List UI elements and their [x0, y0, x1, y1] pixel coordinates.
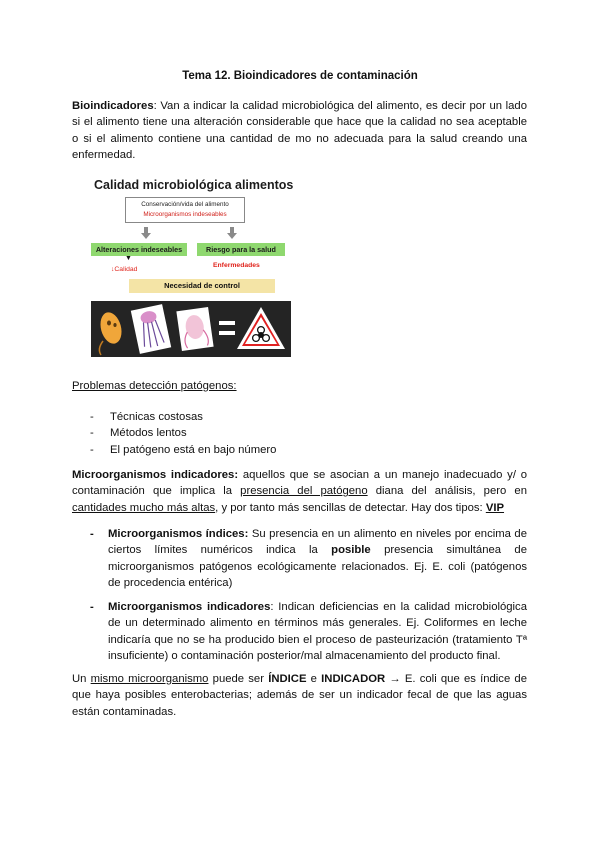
list-item: - Técnicas costosas: [90, 409, 276, 425]
calidad-label: ↓Calidad: [111, 266, 138, 273]
document-title: Tema 12. Bioindicadores de contaminación: [182, 70, 418, 82]
biohazard-icon: [237, 307, 285, 349]
indices-text-2: presencia simultánea de microorganismos patógenos ecológicamente relacionados. Ej. E. coli (patógenos de procedencia entérica): [108, 544, 527, 589]
indicators-underline-2: cantidades mucho más altas: [72, 501, 216, 514]
intro-term: Bioindicadores: [72, 100, 154, 112]
closing-text-3: e: [306, 673, 322, 685]
list-item: - Métodos lentos: [90, 425, 276, 441]
arrow-down-icon: [227, 227, 237, 239]
indice-bold: ÍNDICE: [268, 673, 307, 685]
list-item: - El patógeno está en bajo número: [90, 442, 276, 458]
indices-item: [90, 526, 527, 591]
microbe-images-strip: [91, 301, 291, 357]
vip-label: VIP: [485, 501, 505, 514]
indicators-text-3: , y por tanto más sencillas de detectar. Hay dos tipos:: [215, 501, 486, 514]
box-line-2: Microorganismos indeseables: [143, 211, 227, 218]
closing-underline: mismo microorganismo: [90, 673, 209, 685]
problems-list: [90, 409, 276, 458]
conservation-box: [125, 197, 245, 223]
bacterium-icon: [97, 310, 125, 355]
alteraciones-box: Alteraciones indeseables: [91, 243, 187, 256]
enfermedades-label: Enfermedades: [213, 262, 260, 269]
quality-diagram: [91, 175, 294, 357]
indicators-text-1: aquellos que se asocian a un manejo inadecuado y/ o contaminación que implica la: [72, 469, 528, 498]
necesidad-control-box: Necesidad de control: [129, 279, 275, 293]
indicators-paragraph: [72, 467, 527, 516]
intro-text: : Van a indicar la calidad microbiológica del alimento, es decir por un lado si el alimento tiene una alteración considerable que hace que la calidad no sea aceptable o si el alimento contiene una cantidad de mo no adecuada para la salud creando una enfermedad.: [72, 100, 527, 161]
figure-title: Calidad microbiológica alimentos: [94, 178, 294, 192]
box-line-1: Conservación/vida del alimento: [141, 201, 229, 208]
indicators-text-2: diana del análisis, pero en: [367, 485, 527, 498]
closing-text-2: puede ser: [208, 673, 269, 685]
indices-bold: posible: [331, 544, 371, 557]
dash-bullet: -: [90, 528, 94, 540]
indices-term: Microorganismos índices:: [108, 528, 249, 540]
protozoan-card-icon: [176, 307, 213, 351]
riesgo-box: Riesgo para la salud: [197, 243, 285, 256]
closing-paragraph: [72, 671, 527, 720]
arrow-down-icon: [141, 227, 151, 239]
indicadores-item: [90, 599, 527, 664]
equals-icon: [219, 321, 235, 335]
indicators-underline-1: presencia del patógeno: [240, 485, 368, 498]
indicadores-term: Microorganismos indicadores: [108, 601, 271, 613]
closing-text-1: Un: [72, 673, 91, 685]
problems-heading: Problemas detección patógenos:: [72, 380, 237, 392]
indicador-bold: INDICADOR: [321, 673, 386, 685]
virus-card-icon: [131, 304, 171, 354]
indicators-term: Microorganismos indicadores:: [72, 469, 239, 481]
intro-paragraph: [72, 98, 527, 163]
dash-bullet: -: [90, 601, 94, 613]
microbes-illustration: [91, 301, 291, 357]
indicadores-text: : Indican deficiencias en la calidad microbiológica de un determinado alimento en términos más generales. Ej. Coliformes en leche indicaría que no se ha producido bien el proceso de pasteurización (tratamiento Tª insuficiente) o contaminación posterior/mal almacenamiento del producto final.: [108, 601, 527, 662]
small-down-arrow-icon: ▼: [125, 255, 132, 262]
closing-text-4: → E. coli que es índice de que haya posibles enterobacterias; además de ser un indicador fecal de que las aguas están contaminadas.: [72, 673, 527, 718]
indices-text-1: Su presencia en un alimento en niveles por encima de ciertos límites numéricos indica la: [108, 528, 527, 557]
